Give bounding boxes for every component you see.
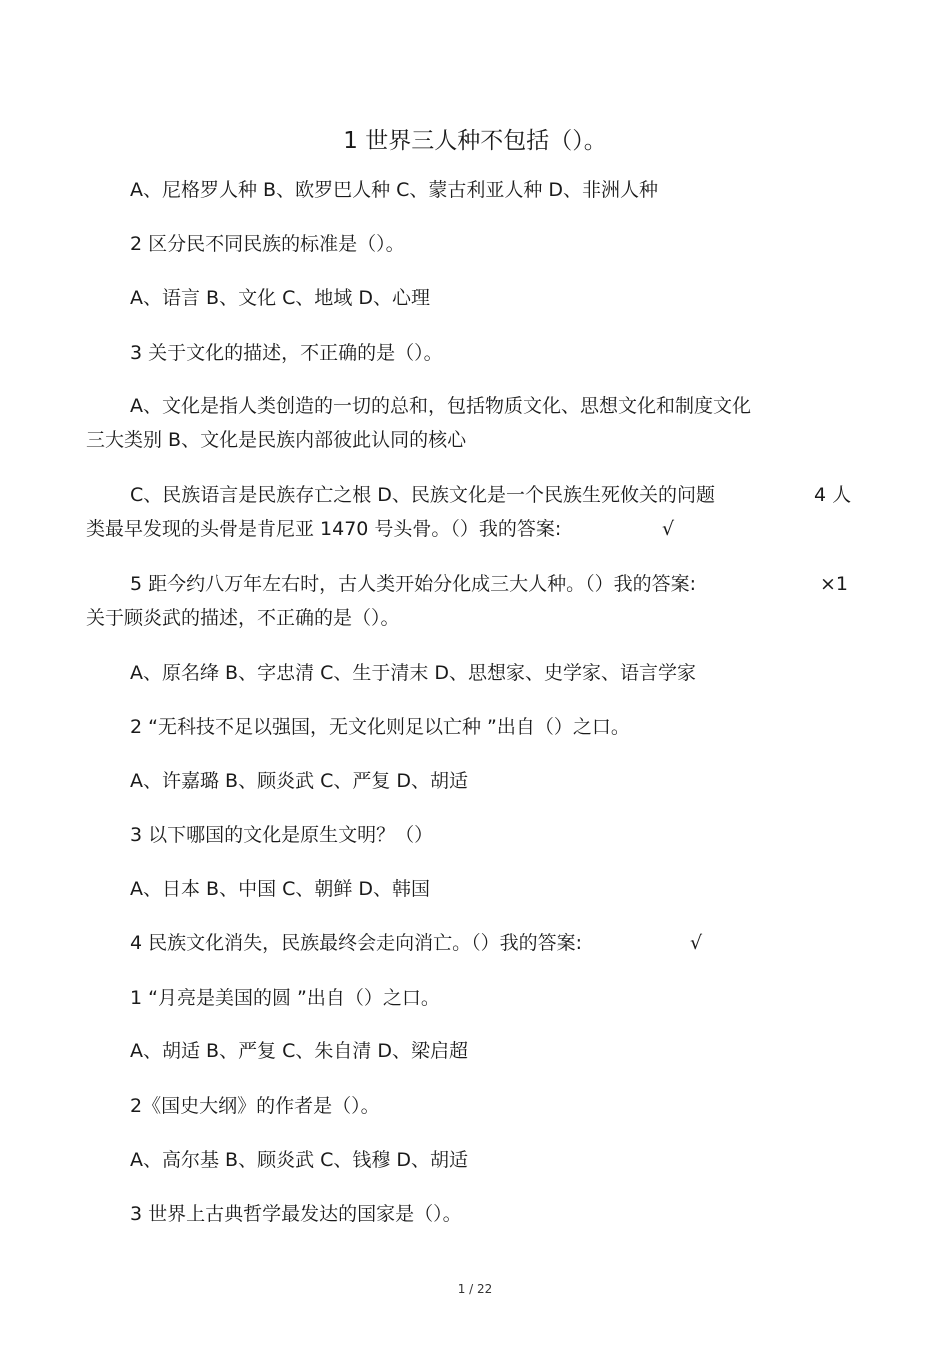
q2-question: 2 区分民不同民族的标准是（）。 [130,233,405,255]
q4-question-line2: 类最早发现的头骨是肯尼亚 1470 号头骨。（）我的答案: [86,518,562,540]
s2-q1-options: A、原名绛 B、字忠清 C、生于清末 D、思想家、史学家、语言学家 [130,662,697,684]
q3-option-ab-line1: A、文化是指人类创造的一切的总和，包括物质文化、思想文化和制度文化 [130,395,751,417]
q3-option-ab-line2: 三大类别 B、文化是民族内部彼此认同的核心 [86,429,467,451]
s3-q1-question: 1 “月亮是美国的圆 ”出自（）之口。 [130,987,440,1009]
s2-q4-answer: √ [690,932,703,954]
s3-q3-question: 3 世界上古典哲学最发达的国家是（）。 [130,1203,462,1225]
s2-q2-options: A、许嘉璐 B、顾炎武 C、严复 D、胡适 [130,770,469,792]
s2-q3-options: A、日本 B、中国 C、朝鲜 D、韩国 [130,878,431,900]
page-title: 1 世界三人种不包括（）。 [343,128,607,154]
page-number: 1 / 22 [457,1282,493,1296]
q3-question: 3 关于文化的描述，不正确的是（）。 [130,342,443,364]
q3-option-cd: C、民族语言是民族存亡之根 D、民族文化是一个民族生死攸关的问题 [130,484,715,506]
s2-q4-question: 4 民族文化消失，民族最终会走向消亡。（）我的答案: [130,932,583,954]
q2-options: A、语言 B、文化 C、地域 D、心理 [130,287,431,309]
s2-q2-question: 2 “无科技不足以强国，无文化则足以亡种 ”出自（）之口。 [130,716,630,738]
q4-answer: √ [662,518,675,540]
q4-start: 4 人 [814,484,852,506]
s2-q1-question: 关于顾炎武的描述，不正确的是（）。 [86,607,400,629]
s3-q2-options: A、高尔基 B、顾炎武 C、钱穆 D、胡适 [130,1149,469,1171]
q5-answer: ×1 [820,573,849,595]
q5-question: 5 距今约八万年左右时，古人类开始分化成三大人种。（）我的答案: [130,573,697,595]
s2-q3-question: 3 以下哪国的文化是原生文明？（） [130,824,434,846]
s3-q1-options: A、胡适 B、严复 C、朱自清 D、梁启超 [130,1040,469,1062]
q1-options: A、尼格罗人种 B、欧罗巴人种 C、蒙古利亚人种 D、非洲人种 [130,179,659,201]
s3-q2-question: 2《国史大纲》的作者是（）。 [130,1095,380,1117]
